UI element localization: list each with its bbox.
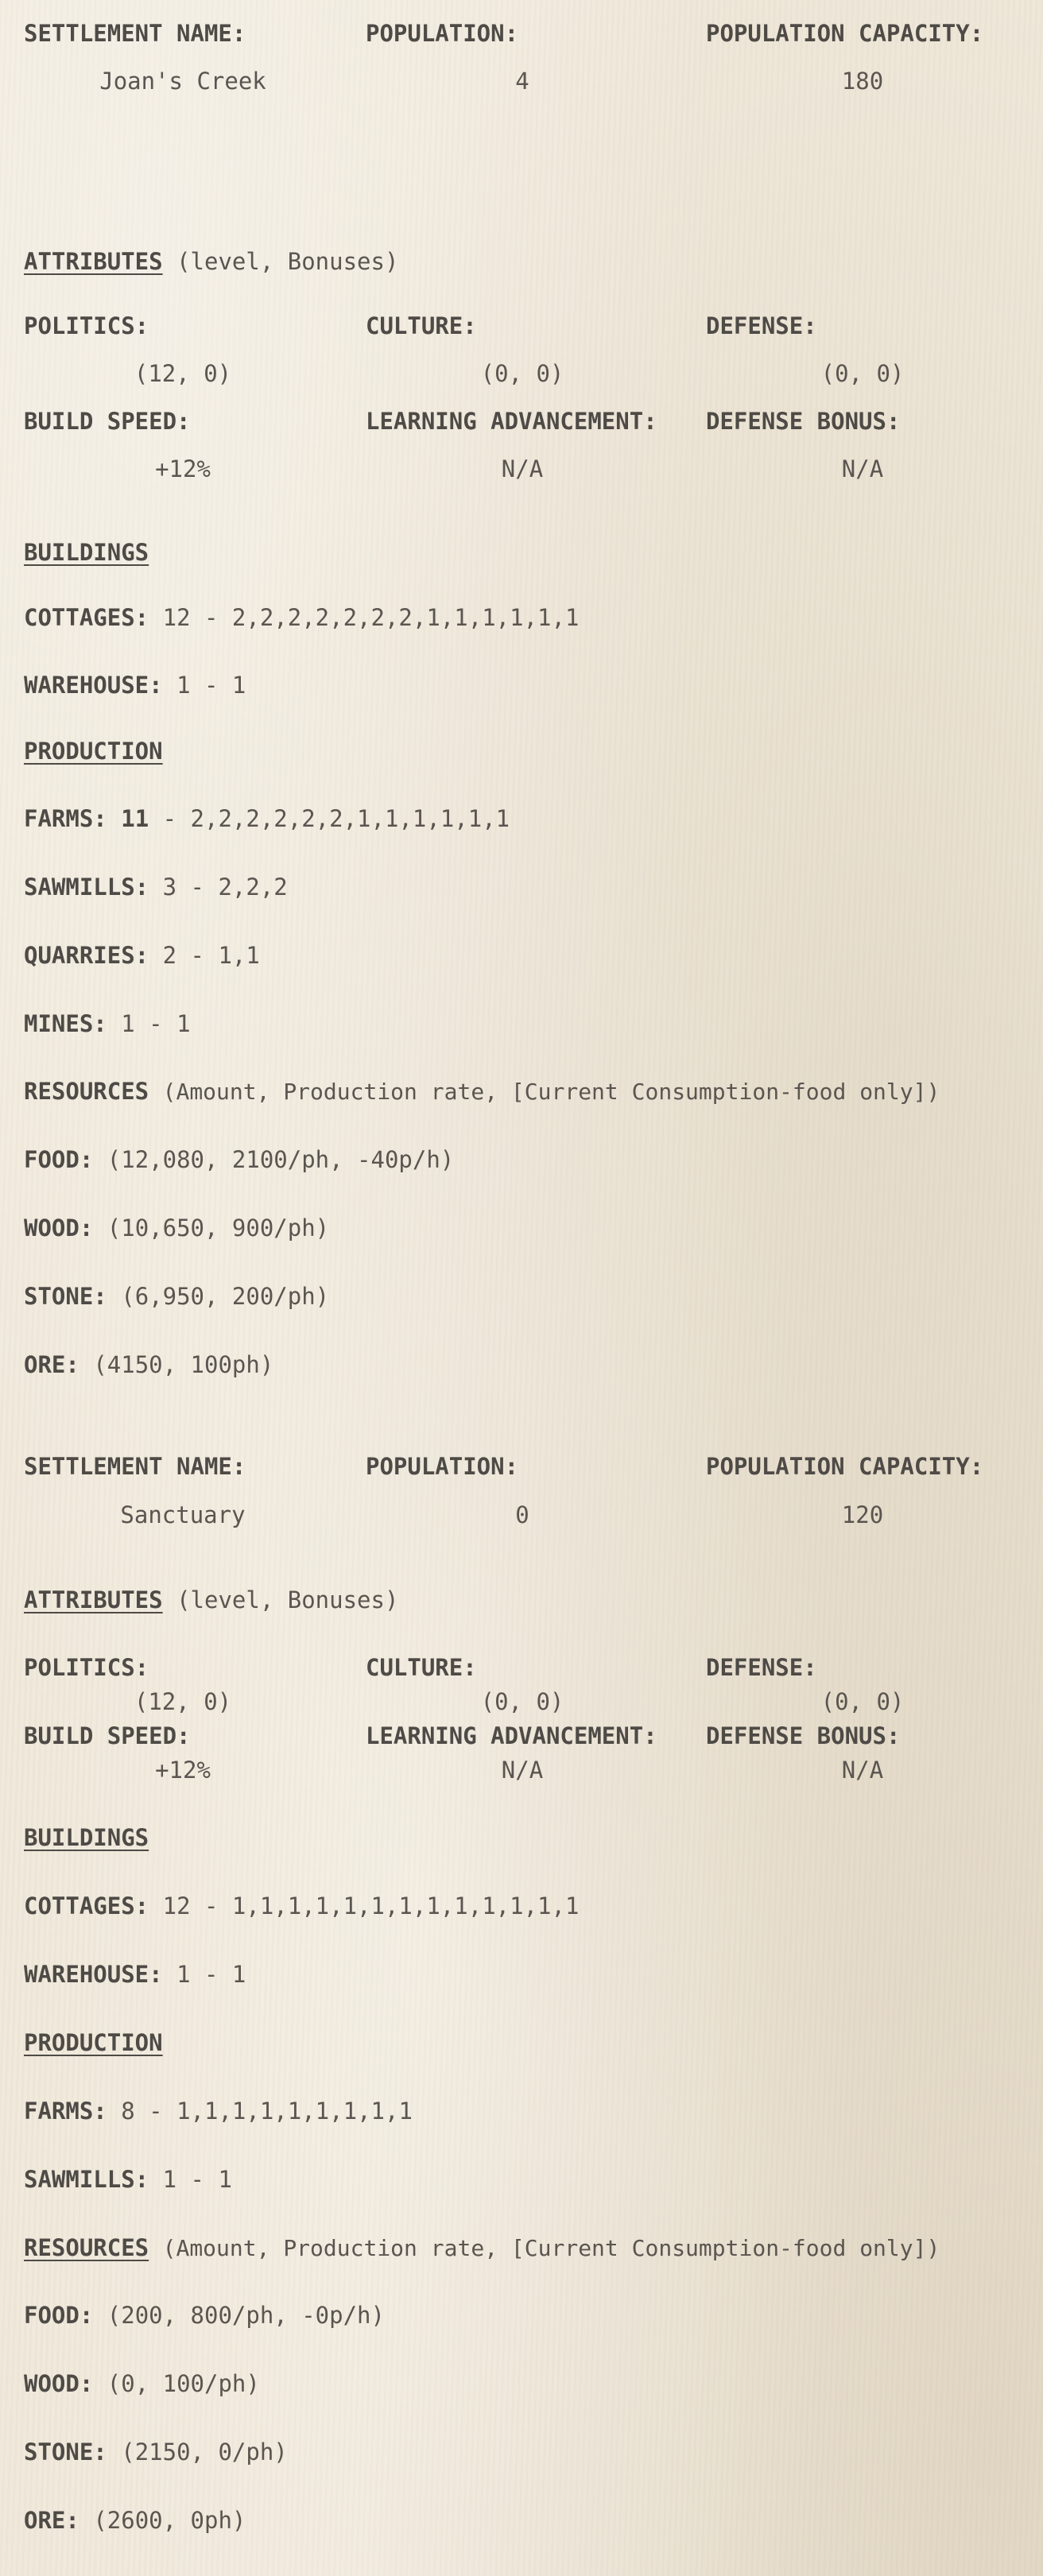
food-value: (200, 800/ph, -0p/h) <box>107 2302 385 2329</box>
warehouse-levels: - 1 <box>204 1961 246 1988</box>
attributes-heading <box>24 248 398 275</box>
population-capacity-value: 120 <box>841 1501 884 1528</box>
wood-label: WOOD: <box>24 2370 94 2397</box>
warehouse-count: 1 <box>176 672 191 699</box>
sawmills-label: SAWMILLS: <box>24 874 149 901</box>
population-value: 0 <box>515 1501 529 1528</box>
cottages-count: 12 <box>162 1892 191 1919</box>
sawmills-row <box>24 874 288 901</box>
warehouse-label: WAREHOUSE: <box>24 672 163 699</box>
stone-row <box>24 2438 288 2466</box>
food-label: FOOD: <box>24 2302 94 2329</box>
resources-title: RESOURCES <box>24 2234 149 2261</box>
cottages-row <box>24 604 579 631</box>
build-speed-value: +12% <box>155 1757 211 1784</box>
production-heading: PRODUCTION <box>24 738 163 765</box>
wood-value: (10,650, 900/ph) <box>107 1214 330 1242</box>
warehouse-count: 1 <box>176 1961 191 1988</box>
population-label: POPULATION: <box>366 20 519 47</box>
culture-label: CULTURE: <box>366 312 477 339</box>
population-capacity-label: POPULATION CAPACITY: <box>706 20 984 47</box>
stone-value: (2150, 0/ph) <box>121 2438 288 2466</box>
quarries-count: 2 <box>162 942 177 969</box>
attributes-note: (level, Bonuses) <box>176 1586 399 1613</box>
mines-levels: - 1 <box>149 1010 191 1037</box>
farms-levels: - 1,1,1,1,1,1,1,1,1 <box>149 2098 413 2125</box>
mines-label: MINES: <box>24 1010 107 1037</box>
mines-row <box>24 1010 191 1037</box>
population-capacity-label: POPULATION CAPACITY: <box>706 1453 984 1480</box>
politics-label: POLITICS: <box>24 1654 149 1681</box>
resources-title: RESOURCES <box>24 1078 149 1105</box>
build-speed-label: BUILD SPEED: <box>24 1722 191 1749</box>
defense-value: (0, 0) <box>820 360 905 387</box>
population-label: POPULATION: <box>366 1453 519 1480</box>
ore-label: ORE: <box>24 2507 79 2534</box>
mines-count: 1 <box>121 1010 135 1037</box>
quarries-label: QUARRIES: <box>24 942 149 969</box>
culture-value: (0, 0) <box>480 1688 564 1715</box>
quarries-row <box>24 942 260 969</box>
sawmills-count: 3 <box>162 874 177 901</box>
sawmills-levels: - 1 <box>190 2166 232 2193</box>
cottages-label: COTTAGES: <box>24 604 149 631</box>
population-value: 4 <box>515 68 529 95</box>
wood-label: WOOD: <box>24 1214 94 1242</box>
food-label: FOOD: <box>24 1146 94 1173</box>
warehouse-label: WAREHOUSE: <box>24 1961 163 1988</box>
learning-advancement-label: LEARNING ADVANCEMENT: <box>366 408 657 435</box>
resources-note: (Amount, Production rate, [Current Consumption-food only]) <box>162 1079 940 1105</box>
culture-value: (0, 0) <box>480 360 564 387</box>
ore-row <box>24 2507 246 2534</box>
quarries-levels: - 1,1 <box>190 942 260 969</box>
farms-row <box>24 805 510 832</box>
wood-value: (0, 100/ph) <box>107 2370 260 2397</box>
learning-advancement-label: LEARNING ADVANCEMENT: <box>366 1722 657 1749</box>
food-value: (12,080, 2100/ph, -40p/h) <box>107 1146 455 1173</box>
attributes-note: (level, Bonuses) <box>176 248 399 275</box>
farms-label: FARMS: <box>24 2098 107 2125</box>
production-heading: PRODUCTION <box>24 2029 163 2056</box>
stone-label: STONE: <box>24 1283 107 1310</box>
build-speed-value: +12% <box>155 455 211 482</box>
warehouse-row <box>24 672 246 699</box>
politics-value: (12, 0) <box>134 360 232 387</box>
defense-label: DEFENSE: <box>706 1654 817 1681</box>
ore-row <box>24 1351 273 1378</box>
farms-row <box>24 2098 413 2125</box>
defense-value: (0, 0) <box>820 1688 905 1715</box>
stone-label: STONE: <box>24 2438 107 2466</box>
stone-value: (6,950, 200/ph) <box>121 1283 330 1310</box>
wood-row <box>24 1214 329 1242</box>
buildings-heading: BUILDINGS <box>24 539 149 566</box>
defense-label: DEFENSE: <box>706 312 817 339</box>
farms-levels: - 2,2,2,2,2,2,1,1,1,1,1,1 <box>162 805 510 832</box>
farms-label: FARMS: <box>24 805 107 832</box>
defense-bonus-label: DEFENSE BONUS: <box>706 1722 901 1749</box>
settlement-name-value: Joan's Creek <box>99 68 266 95</box>
defense-bonus-value: N/A <box>841 1757 884 1784</box>
politics-value: (12, 0) <box>134 1688 232 1715</box>
farms-count: 11 <box>121 805 149 832</box>
learning-advancement-value: N/A <box>501 1757 544 1784</box>
defense-bonus-label: DEFENSE BONUS: <box>706 408 901 435</box>
resources-heading <box>24 2234 940 2261</box>
sawmills-levels: - 2,2,2 <box>190 874 288 901</box>
settlement-name-label: SETTLEMENT NAME: <box>24 1453 246 1480</box>
politics-label: POLITICS: <box>24 312 149 339</box>
warehouse-row <box>24 1961 246 1988</box>
ore-value: (4150, 100ph) <box>93 1351 274 1378</box>
population-capacity-value: 180 <box>841 68 884 95</box>
sawmills-label: SAWMILLS: <box>24 2166 149 2193</box>
build-speed-label: BUILD SPEED: <box>24 408 191 435</box>
learning-advancement-value: N/A <box>501 455 544 482</box>
attributes-title: ATTRIBUTES <box>24 248 163 275</box>
food-row <box>24 1146 454 1173</box>
culture-label: CULTURE: <box>366 1654 477 1681</box>
sawmills-row <box>24 2166 232 2193</box>
stone-row <box>24 1283 329 1310</box>
cottages-levels: - 2,2,2,2,2,2,2,1,1,1,1,1,1 <box>204 604 580 631</box>
attributes-title: ATTRIBUTES <box>24 1586 163 1613</box>
attributes-heading <box>24 1586 398 1613</box>
warehouse-levels: - 1 <box>204 672 246 699</box>
defense-bonus-value: N/A <box>841 455 884 482</box>
cottages-label: COTTAGES: <box>24 1892 149 1919</box>
sawmills-count: 1 <box>162 2166 177 2193</box>
ore-value: (2600, 0ph) <box>93 2507 246 2534</box>
cottages-row <box>24 1892 579 1919</box>
farms-count: 8 <box>121 2098 135 2125</box>
wood-row <box>24 2370 260 2397</box>
resources-heading <box>24 1078 940 1105</box>
settlement-name-value: Sanctuary <box>120 1501 246 1528</box>
resources-note: (Amount, Production rate, [Current Consumption-food only]) <box>162 2235 940 2261</box>
food-row <box>24 2302 385 2329</box>
cottages-count: 12 <box>162 604 191 631</box>
cottages-levels: - 1,1,1,1,1,1,1,1,1,1,1,1,1 <box>204 1892 580 1919</box>
ore-label: ORE: <box>24 1351 79 1378</box>
buildings-heading: BUILDINGS <box>24 1824 149 1851</box>
settlement-name-label: SETTLEMENT NAME: <box>24 20 246 47</box>
